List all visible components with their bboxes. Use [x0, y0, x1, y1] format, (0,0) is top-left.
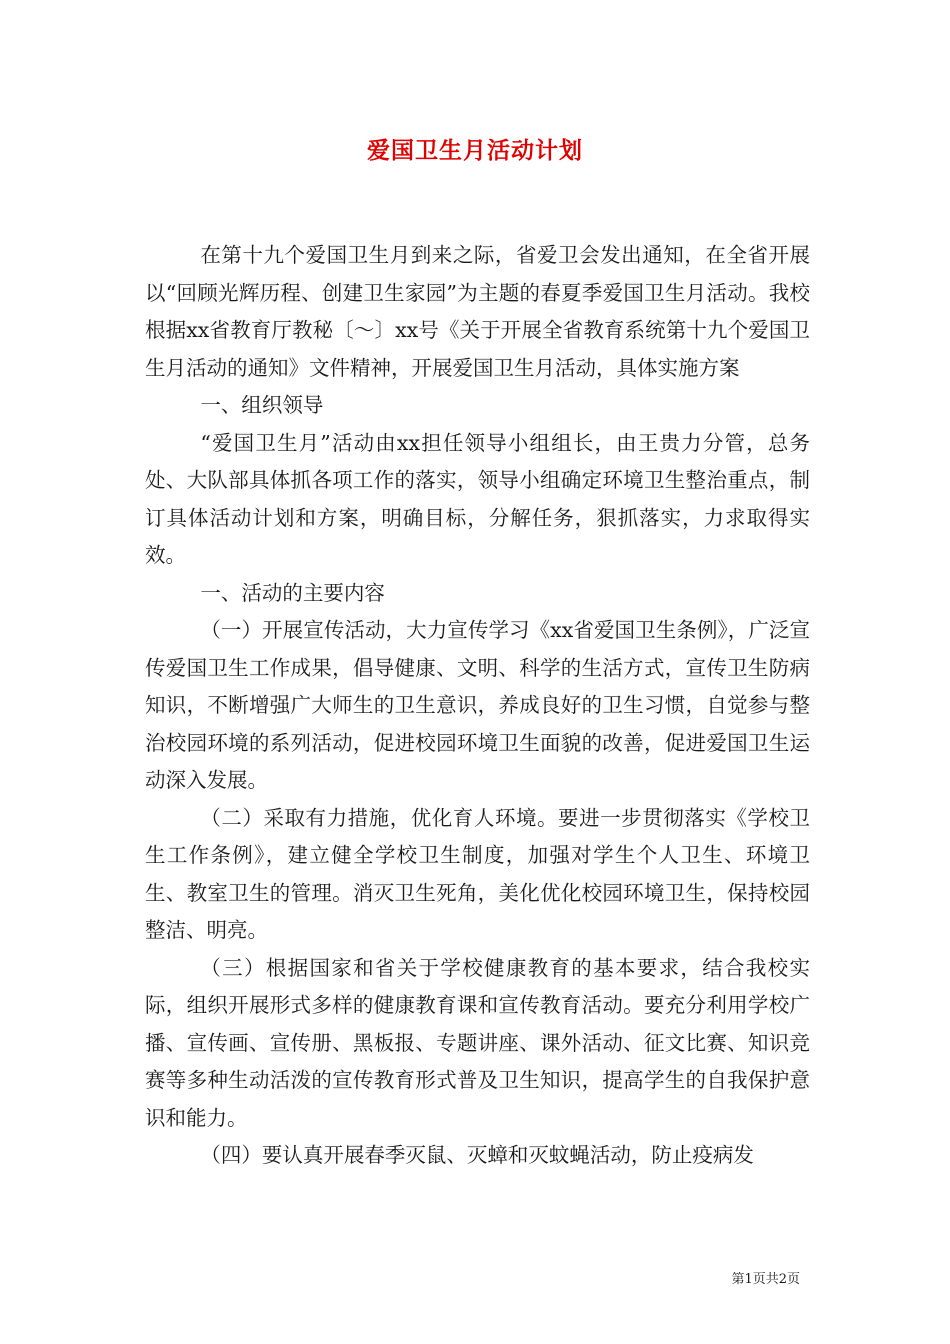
content-item-2: （二）采取有力措施，优化育人环境。要进一步贯彻落实《学校卫生工作条例》，建立健全学校卫生制度，加强对学生个人卫生、环境卫生、教室卫生的管理。消灭卫生死角，美化优化校园环境卫生，保持校园整洁、明亮。	[145, 805, 810, 942]
content-item-1: （一）开展宣传活动，大力宣传学习《xx省爱国卫生条例》，广泛宣传爱国卫生工作成果，倡导健康、文明、科学的生活方式，宣传卫生防病知识，不断增强广大师生的卫生意识，养成良好的卫生习惯，自觉参与整治校园环境的系列活动，促进校园环境卫生面貌的改善，促进爱国卫生运动深入发展。	[145, 618, 810, 792]
section-heading-content: 一、活动的主要内容	[200, 580, 385, 605]
content-item-3: （三）根据国家和省关于学校健康教育的基本要求，结合我校实际，组织开展形式多样的健康教育课和宣传教育活动。要充分利用学校广播、宣传画、宣传册、黑板报、专题讲座、课外活动、征文比赛、知识竞赛等多种生动活泼的宣传教育形式普及卫生知识，提高学生的自我保护意识和能力。	[145, 955, 810, 1130]
document-title: 爱国卫生月活动计划	[367, 137, 583, 164]
intro-paragraph: 在第十九个爱国卫生月到来之际，省爱卫会发出通知，在全省开展以“回顾光辉历程、创建卫生家园”为主题的春夏季爱国卫生月活动。我校根据xx省教育厅教秘〔～〕xx号《关于开展全省教育系统第十九个爱国卫生月活动的通知》文件精神，开展爱国卫生月活动，具体实施方案	[145, 243, 810, 380]
section-heading-organization: 一、组织领导	[200, 393, 324, 417]
organization-paragraph: “爱国卫生月”活动由xx担任领导小组组长，由王贵力分管，总务处、大队部具体抓各项工作的落实，领导小组确定环境卫生整治重点，制订具体活动计划和方案，明确目标，分解任务，狠抓落实，力求取得实效。	[145, 430, 810, 567]
document-body	[145, 237, 810, 1175]
content-item-4: （四）要认真开展春季灭鼠、灭蟑和灭蚊蝇活动，防止疫病发	[200, 1143, 754, 1167]
page-number: 第1页共2页	[731, 1272, 800, 1287]
